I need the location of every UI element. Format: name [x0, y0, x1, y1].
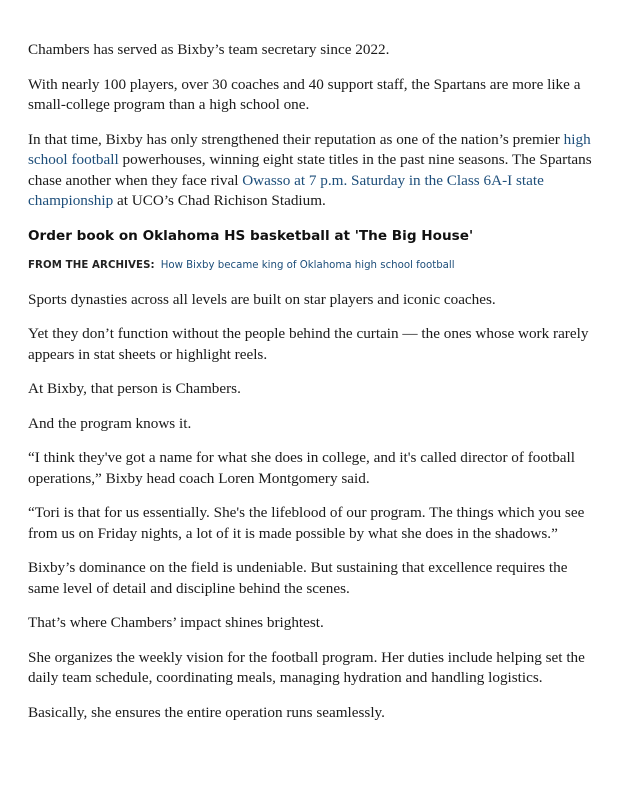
paragraph-reputation-text-1: In that time, Bixby has only strengthened their reputation as one of the nation’s premier — [28, 130, 564, 148]
paragraph-quote-lifeblood: “Tori is that for us essentially. She's the lifeblood of our program. The things which you see from us on Friday nights, a lot of it is made possible by what she does in the shadows.” — [28, 504, 585, 542]
paragraph-reputation-text-2: powerhouses, winning eight state titles in the past nine seasons. The Spartans chase another when they face rival — [28, 151, 592, 189]
paragraph-dominance: Bixby’s dominance on the field is undeniable. But sustaining that excellence requires the same level of detail and discipline behind the scenes. — [28, 559, 568, 597]
paragraph-reputation-text-3: at UCO’s Chad Richison Stadium. — [113, 192, 326, 209]
paragraph-dynasties: Sports dynasties across all levels are built on star players and iconic coaches. — [28, 290, 496, 308]
link-state-championship[interactable]: Owasso at 7 p.m. Saturday in the Class 6A-I state championship — [28, 171, 544, 209]
paragraph-behind-curtain: Yet they don’t function without the people behind the curtain — the ones whose work rarely appears in stat sheets or highlight reels. — [28, 325, 589, 363]
from-the-archives — [28, 258, 593, 274]
paragraph-duties: She organizes the weekly vision for the football program. Her duties include helping set the daily team schedule, coordinating meals, managing hydration and handling logistics. — [28, 648, 585, 686]
paragraph-that-person: At Bixby, that person is Chambers. — [28, 380, 241, 397]
article-body — [28, 40, 593, 737]
archives-label: FROM THE ARCHIVES: — [28, 259, 155, 271]
paragraph-program-size: With nearly 100 players, over 30 coaches and 40 support staff, the Spartans are more like a small-college program than a high school one. — [28, 75, 581, 113]
paragraph-quote-coach: “I think they've got a name for what she does in college, and it's called director of football operations,” Bixby head coach Loren Montgomery said. — [28, 449, 575, 487]
subhead-related-story[interactable]: Order book on Oklahoma HS basketball at 'The Big House' — [28, 227, 474, 244]
paragraph-seamless: Basically, she ensures the entire operation runs seamlessly. — [28, 703, 385, 721]
paragraph-program-knows: And the program knows it. — [28, 414, 192, 432]
archives-link[interactable]: How Bixby became king of Oklahoma high school football — [160, 259, 455, 271]
paragraph-reputation — [28, 130, 593, 212]
paragraph-secretary: Chambers has served as Bixby’s team secretary since 2022. — [28, 41, 390, 58]
link-high-school-football[interactable]: high school football — [28, 130, 591, 168]
paragraph-impact: That’s where Chambers’ impact shines brightest. — [28, 614, 324, 631]
